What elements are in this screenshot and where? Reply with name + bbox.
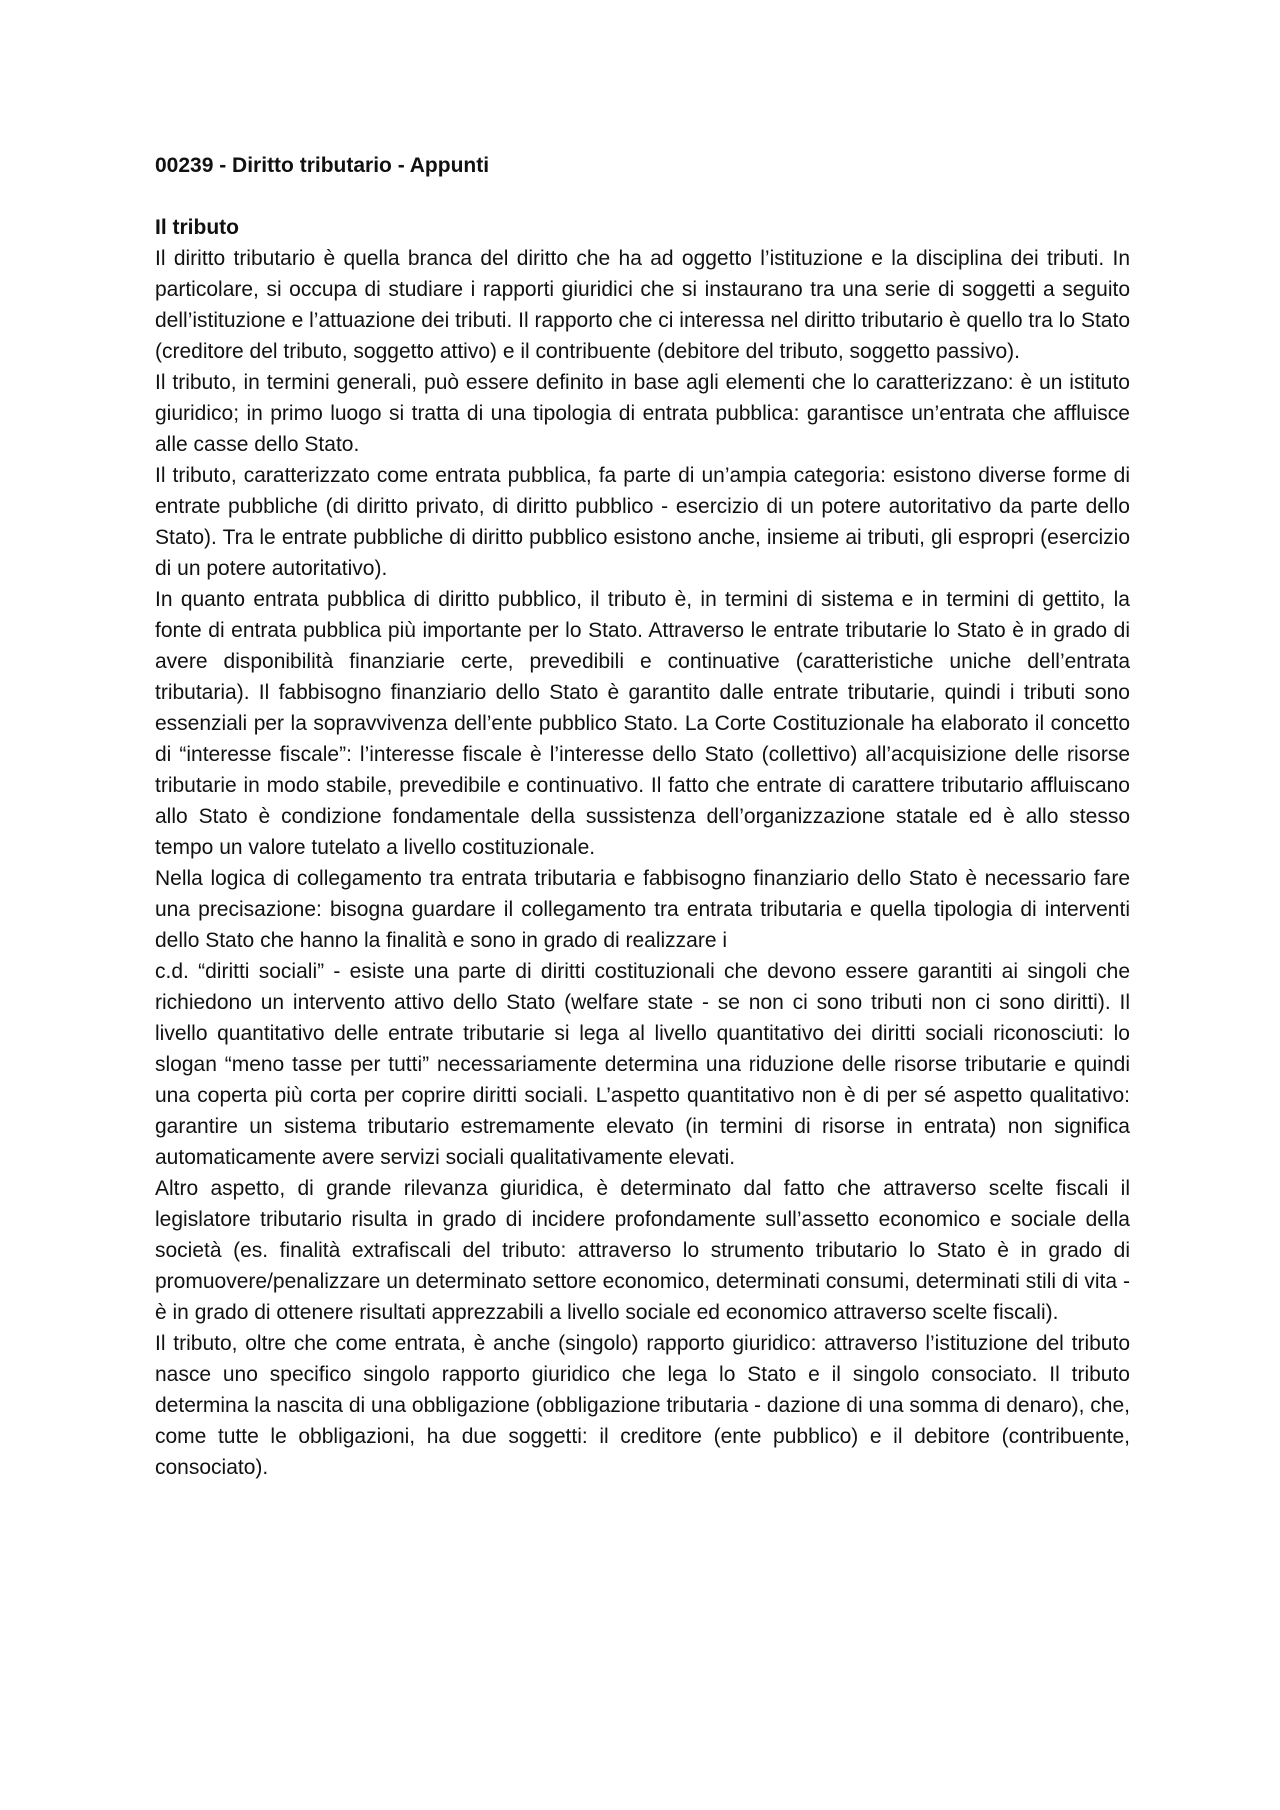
paragraph-1: Il diritto tributario è quella branca del diritto che ha ad oggetto l’istituzione e la disciplina dei tributi. In particolare, si occupa di studiare i rapporti giuridici che si instaurano tra una serie di soggetti a seguito dell’istituzione e l’attuazione dei tributi. Il rapporto che ci interessa nel diritto tributario è quello tra lo Stato (creditore del tributo, soggetto attivo) e il contribuente (debitore del tributo, soggetto passivo). <box>155 247 1130 363</box>
paragraph-6: c.d. “diritti sociali” - esiste una parte di diritti costituzionali che devono essere garantiti ai singoli che richiedono un intervento attivo dello Stato (welfare state - se non ci sono tributi non ci sono diritti). Il livello quantitativo delle entrate tributarie si lega al livello quantitativo dei diritti sociali riconosciuti: lo slogan “meno tasse per tutti” necessariamente determina una riduzione delle risorse tributarie e quindi una coperta più corta per coprire diritti sociali. L’aspetto quantitativo non è di per sé aspetto qualitativo: garantire un sistema tributario estremamente elevato (in termini di risorse in entrata) non significa automaticamente avere servizi sociali qualitativamente elevati. <box>155 960 1130 1169</box>
paragraph-5: Nella logica di collegamento tra entrata tributaria e fabbisogno finanziario dello Stato è necessario fare una precisazione: bisogna guardare il collegamento tra entrata tributaria e quella tipologia di interventi dello Stato che hanno la finalità e sono in grado di realizzare i <box>155 867 1130 952</box>
document-page <box>155 150 1130 1483</box>
section-title: Il tributo <box>155 216 239 239</box>
paragraph-3: Il tributo, caratterizzato come entrata pubblica, fa parte di un’ampia categoria: esistono diverse forme di entrate pubbliche (di diritto privato, di diritto pubblico - esercizio di un potere autoritativo da parte dello Stato). Tra le entrate pubbliche di diritto pubblico esistono anche, insieme ai tributi, gli espropri (esercizio di un potere autoritativo). <box>155 464 1130 580</box>
paragraph-2: Il tributo, in termini generali, può essere definito in base agli elementi che lo caratterizzano: è un istituto giuridico; in primo luogo si tratta di una tipologia di entrata pubblica: garantisce un’entrata che affluisce alle casse dello Stato. <box>155 371 1130 456</box>
document-title: 00239 - Diritto tributario - Appunti <box>155 154 490 177</box>
paragraph-7: Altro aspetto, di grande rilevanza giuridica, è determinato dal fatto che attraverso scelte fiscali il legislatore tributario risulta in grado di incidere profondamente sull’assetto economico e sociale della società (es. finalità extrafiscali del tributo: attraverso lo strumento tributario lo Stato è in grado di promuovere/penalizzare un determinato settore economico, determinati consumi, determinati stili di vita - è in grado di ottenere risultati apprezzabili a livello sociale ed economico attraverso scelte fiscali). <box>155 1177 1130 1324</box>
paragraph-8: Il tributo, oltre che come entrata, è anche (singolo) rapporto giuridico: attraverso l’istituzione del tributo nasce uno specifico singolo rapporto giuridico che lega lo Stato e il singolo consociato. Il tributo determina la nascita di una obbligazione (obbligazione tributaria - dazione di una somma di denaro), che, come tutte le obbligazioni, ha due soggetti: il creditore (ente pubblico) e il debitore (contribuente, consociato). <box>155 1332 1130 1479</box>
paragraph-4: In quanto entrata pubblica di diritto pubblico, il tributo è, in termini di sistema e in termini di gettito, la fonte di entrata pubblica più importante per lo Stato. Attraverso le entrate tributarie lo Stato è in grado di avere disponibilità finanziarie certe, prevedibili e continuative (caratteristiche uniche dell’entrata tributaria). Il fabbisogno finanziario dello Stato è garantito dalle entrate tributarie, quindi i tributi sono essenziali per la sopravvivenza dell’ente pubblico Stato. La Corte Costituzionale ha elaborato il concetto di “interesse fiscale”: l’interesse fiscale è l’interesse dello Stato (collettivo) all’acquisizione delle risorse tributarie in modo stabile, prevedibile e continuativo. Il fatto che entrate di carattere tributario affluiscano allo Stato è condizione fondamentale della sussistenza dell’organizzazione statale ed è allo stesso tempo un valore tutelato a livello costituzionale. <box>155 588 1130 859</box>
